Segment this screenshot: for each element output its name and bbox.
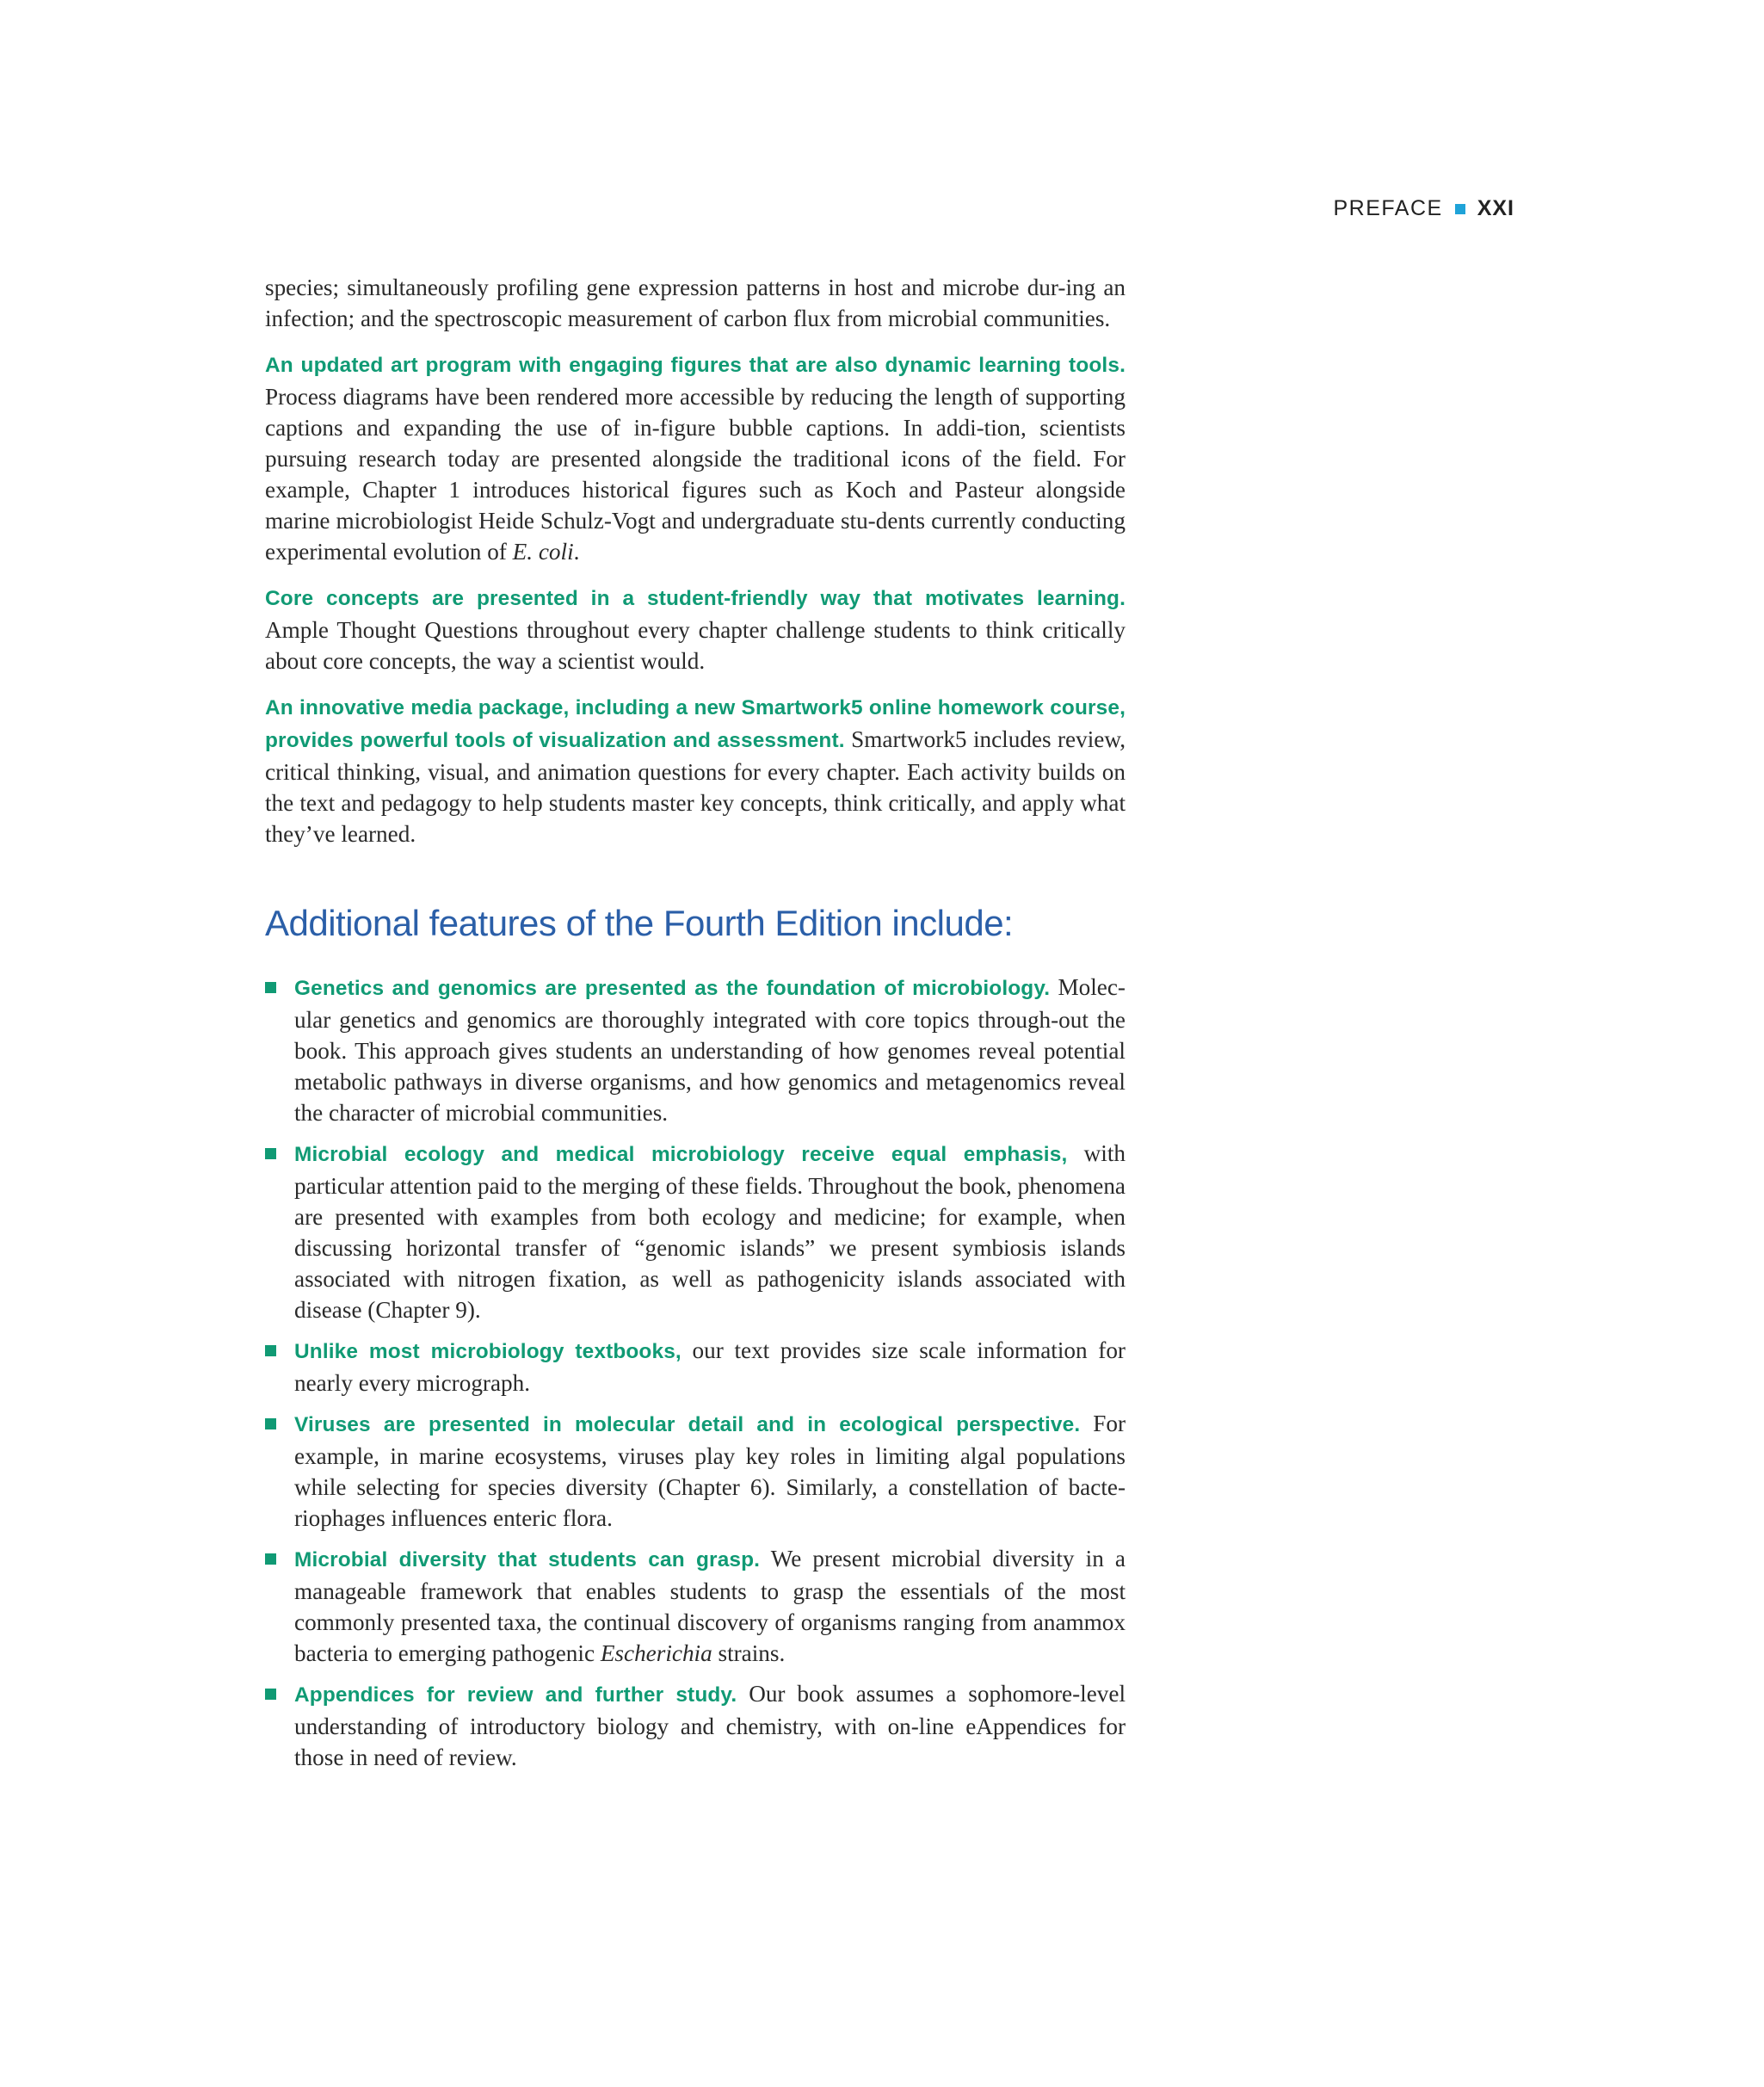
paragraph-text: Ample Thought Questions throughout every chapter challenge students to think critically about core concepts, the way a scientist would. (265, 617, 1126, 674)
feature-item (265, 1335, 1126, 1399)
paragraph-text-end: . (573, 539, 580, 565)
feature-item (265, 1138, 1126, 1325)
paragraph-lead: Core concepts are presented in a student-friendly way that motivates learning. (265, 587, 1126, 610)
paragraph-text: Smartwork5 includes review, critical thinking, visual, and animation questions for every chapter. Each activity builds on the text and pedagogy to help students master key concepts, think critically, and apply what they’ve learned. (265, 726, 1126, 847)
feature-item (265, 972, 1126, 1128)
feature-item (265, 1408, 1126, 1534)
section-heading: Additional features of the Fourth Edition include: (265, 903, 1014, 943)
feature-text: For example, in marine ecosystems, viruses play key roles in limiting algal populations while selecting for species diversity (Chapter 6). Similarly, a constellation of bacte-riophages influences enteric flora. (294, 1411, 1126, 1531)
square-bullet-icon (265, 1345, 276, 1356)
running-head (1334, 196, 1515, 221)
genus-name: Escherichia (600, 1640, 712, 1666)
feature-lead: Microbial diversity that students can grasp. (294, 1548, 761, 1571)
square-bullet-icon (265, 1148, 276, 1159)
feature-text-end: strains. (712, 1640, 786, 1666)
feature-text: Our book assumes a sophomore-level understanding of introductory biology and chemistry, with on-line eAppendices for those in need of review. (294, 1681, 1126, 1770)
species-name: E. coli (512, 539, 574, 565)
running-head-separator (1455, 204, 1465, 214)
feature-lead: Viruses are presented in molecular detail and in ecological perspective. (294, 1413, 1081, 1436)
page-number: XXI (1477, 196, 1514, 220)
paragraph-media-package (265, 691, 1126, 849)
square-bullet-icon (265, 1553, 276, 1565)
feature-item (265, 1678, 1126, 1773)
feature-text: our text provides size scale information for nearly every micrograph. (294, 1337, 1126, 1396)
feature-item (265, 1543, 1126, 1669)
paragraph-text: Process diagrams have been rendered more accessible by reducing the length of supporting captions and expanding the use of in-figure bubble captions. In addi-tion, scientists pursuing research today are presented alongside the traditional icons of the field. For example, Chapter 1 introduces historical figures such as Koch and Pasteur alongside marine microbiologist Heide Schulz-Vogt and undergraduate stu-dents currently conducting experimental evolution of (265, 384, 1126, 565)
paragraph-art-program (265, 349, 1126, 567)
paragraph-core-concepts (265, 582, 1126, 676)
paragraph-text: species; simultaneously profiling gene expression patterns in host and microbe dur-ing an infection; and the spectroscopic measurement of carbon flux from microbial communities. (265, 275, 1126, 331)
feature-lead: Microbial ecology and medical microbiology receive equal emphasis, (294, 1143, 1068, 1166)
feature-lead: Appendices for review and further study. (294, 1683, 737, 1707)
feature-text: Molec-ular genetics and genomics are thoroughly integrated with core topics through-out the book. This approach gives students an understanding of how genomes reveal potential metabolic pathways in diverse organisms, and how genomics and metagenomics reveal the character of microbial communities. (294, 974, 1126, 1126)
paragraph-lead: An innovative media package, including a new Smartwork5 online homework course, provides powerful tools of visualization and assessment. (265, 696, 1126, 752)
feature-text: We present microbial diversity in a manageable framework that enables students to grasp the essentials of the most commonly presented taxa, the continual discovery of organisms ranging from anammox bacteria to emerging pathogenic (294, 1546, 1126, 1666)
square-bullet-icon (265, 1418, 276, 1429)
feature-lead: Unlike most microbiology textbooks, (294, 1340, 682, 1363)
paragraph-continuation (265, 272, 1126, 334)
running-head-section: PREFACE (1333, 196, 1443, 220)
paragraph-lead: An updated art program with engaging figures that are also dynamic learning tools. (265, 354, 1126, 377)
feature-list (265, 972, 1126, 1773)
feature-lead: Genetics and genomics are presented as the foundation of microbiology. (294, 977, 1051, 1000)
feature-text: with particular attention paid to the merging of these fields. Throughout the book, phenomena are presented with examples from both ecology and medicine; for example, when discussing horizontal transfer of “genomic islands” we present symbiosis islands associated with nitrogen fixation, as well as pathogenicity islands associated with disease (Chapter 9). (294, 1140, 1126, 1323)
square-bullet-icon (265, 1689, 276, 1700)
square-bullet-icon (265, 982, 276, 993)
text-column (265, 272, 1126, 1782)
